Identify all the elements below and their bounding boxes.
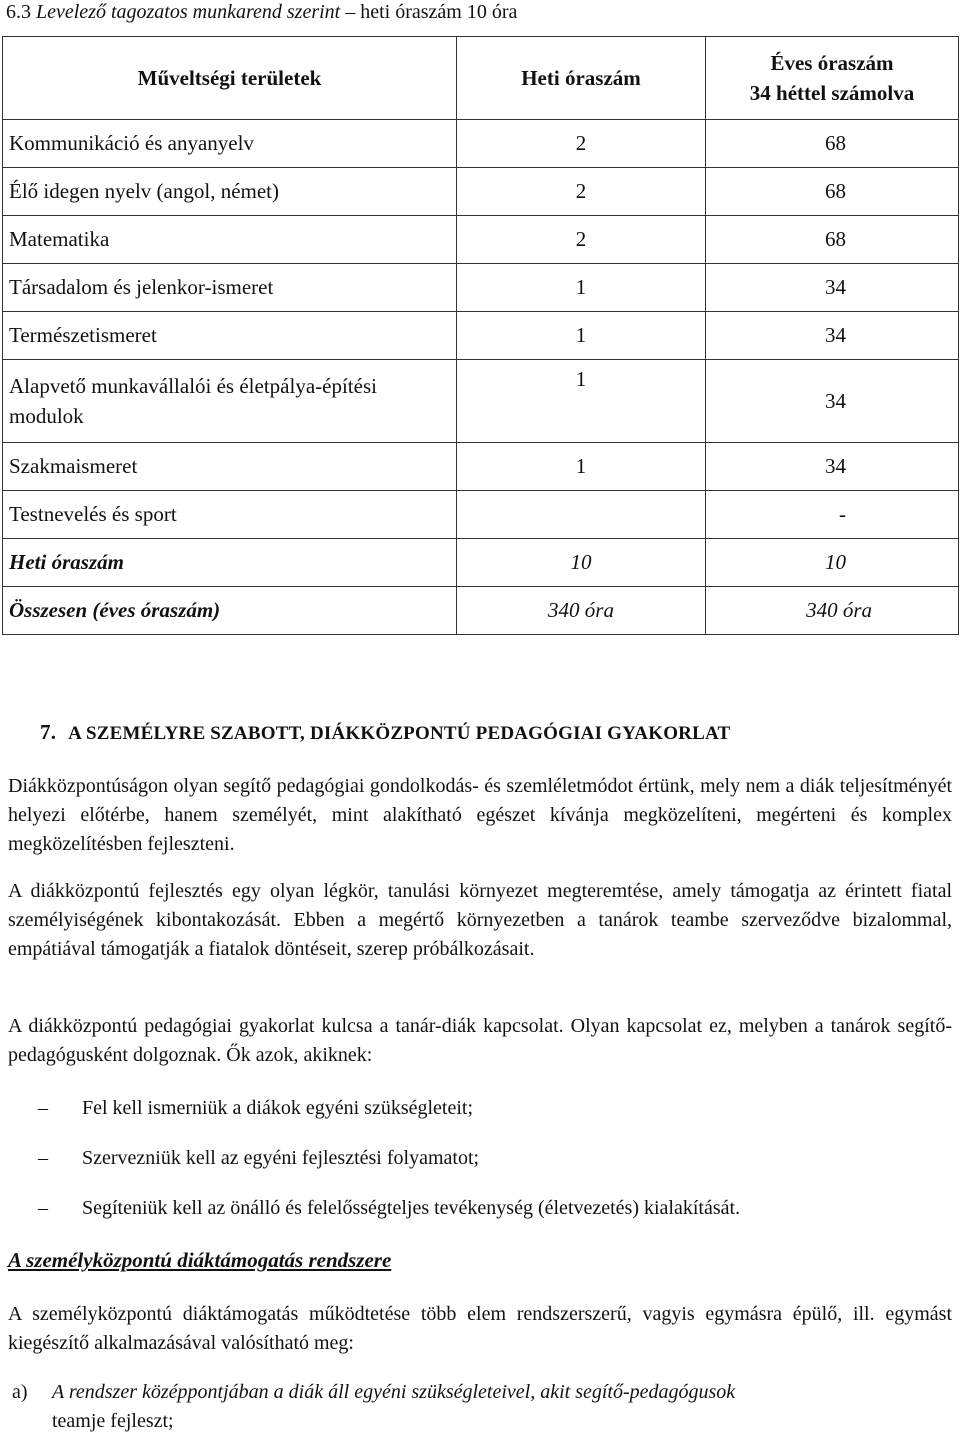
cell-area: Matematika [3, 216, 457, 264]
cell-weekly: 1 [457, 312, 706, 360]
dash-bullet-icon: – [38, 1147, 48, 1169]
paragraph-1: Diákközpontúságon olyan segítő pedagógiai gondolkodás- és szemléletmódot értünk, mely nem a diák teljesítményét helyezi előtérbe, hanem személyét, mint alakítható egészet kívánja megközelíteni, megérteni és komplex megközelítésben fejleszteni. [8, 775, 952, 855]
cell-area: Társadalom és jelenkor-ismeret [3, 264, 457, 312]
paragraph-3: A diákközpontú pedagógiai gyakorlat kulcsa a tanár-diák kapcsolat. Olyan kapcsolat ez, melyben a tanárok segítő-pedagógusként dolgoznak. Ők azok, akiknek: [8, 1015, 952, 1066]
cell-area: Kommunikáció és anyanyelv [3, 120, 457, 168]
table-row [3, 264, 959, 312]
cell-weekly: 1 [457, 443, 706, 491]
cell-yearly: 10 [706, 539, 959, 587]
heading-suffix: – heti óraszám 10 óra [345, 1, 518, 23]
header-yearly-line2: 34 héttel számolva [749, 81, 915, 105]
cell-yearly: 68 [706, 168, 959, 216]
cell-area: Testnevelés és sport [3, 491, 457, 539]
cell-weekly: 10 [457, 539, 706, 587]
cell-area: Élő idegen nyelv (angol, német) [3, 168, 457, 216]
cell-area: Természetismeret [3, 312, 457, 360]
cell-area: Összesen (éves óraszám) [3, 587, 457, 635]
dash-list [38, 1096, 740, 1246]
table-row-yearly-total [3, 587, 959, 635]
cell-area: Heti óraszám [3, 539, 457, 587]
section-7-title [40, 720, 730, 745]
table-row [3, 168, 959, 216]
paragraph-2: A diákközpontú fejlesztés egy olyan légkör, tanulási környezet megteremtése, amely támogatja az érintett fiatal személyiségének kibontakozását. Ebben a megértő környezetben a tanárok teambe szerveződve bizalommal, empátiával támogatják a fiatalok döntéseit, szerep próbálkozásait. [8, 880, 952, 960]
section-title-text: A SZEMÉLYRE SZABOTT, DIÁKKÖZPONTÚ PEDAGÓGIAI GYAKORLAT [68, 723, 731, 744]
list-item-text: Segíteniük kell az önálló és felelősségteljes tevékenység (életvezetés) kialakítását. [82, 1197, 741, 1219]
subheading: A személyközpontú diáktámogatás rendszere [8, 1248, 392, 1272]
cell-yearly: 34 [706, 264, 959, 312]
list-item-a [12, 1378, 952, 1436]
cell-weekly [457, 491, 706, 539]
table-row [3, 443, 959, 491]
table-row [3, 491, 959, 539]
item-italic-text: A rendszer középpontjában a diák áll egyéni szükségleteivel, akit segítő-pedagógusok [52, 1381, 736, 1403]
table-row-weekly-total [3, 539, 959, 587]
dash-bullet-icon: – [38, 1197, 48, 1219]
cell-yearly: - [706, 491, 959, 539]
cell-yearly: 68 [706, 216, 959, 264]
cell-yearly: 340 óra [706, 587, 959, 635]
section-heading [6, 0, 517, 24]
header-area: Műveltségi területek [3, 37, 457, 120]
header-weekly: Heti óraszám [457, 37, 706, 120]
list-item [38, 1196, 740, 1246]
list-item [38, 1146, 740, 1196]
cell-yearly: 68 [706, 120, 959, 168]
cell-weekly: 340 óra [457, 587, 706, 635]
dash-bullet-icon: – [38, 1097, 48, 1119]
cell-yearly: 34 [706, 312, 959, 360]
heading-number: 6.3 [6, 1, 31, 23]
section-number: 7. [40, 720, 57, 744]
table-row [3, 312, 959, 360]
header-yearly-line1: Éves óraszám [770, 51, 894, 75]
hours-table [2, 36, 959, 635]
table-row [3, 216, 959, 264]
cell-weekly: 2 [457, 168, 706, 216]
cell-area: Szakmaismeret [3, 443, 457, 491]
cell-weekly: 2 [457, 216, 706, 264]
item-rest-text: teamje fejleszt; [52, 1410, 174, 1432]
cell-area: Alapvető munkavállalói és életpálya-építési modulok [3, 360, 457, 443]
table-row [3, 360, 959, 443]
heading-title: Levelező tagozatos munkarend szerint [36, 1, 341, 23]
item-label: a) [12, 1381, 28, 1403]
paragraph-4: A személyközpontú diáktámogatás működtetése több elem rendszerszerű, vagyis egymásra épülő, ill. egymást kiegészítő alkalmazásával valósítható meg: [8, 1303, 952, 1354]
list-item-text: Fel kell ismerniük a diákok egyéni szükségleteit; [82, 1097, 474, 1119]
list-item [38, 1096, 740, 1146]
list-item-text: Szervezniük kell az egyéni fejlesztési folyamatot; [82, 1147, 480, 1169]
cell-yearly: 34 [706, 443, 959, 491]
cell-weekly: 2 [457, 120, 706, 168]
cell-weekly: 1 [457, 360, 706, 443]
table-row [3, 120, 959, 168]
table-header-row [3, 37, 959, 120]
cell-weekly: 1 [457, 264, 706, 312]
cell-yearly: 34 [706, 360, 959, 443]
header-yearly [706, 37, 959, 120]
